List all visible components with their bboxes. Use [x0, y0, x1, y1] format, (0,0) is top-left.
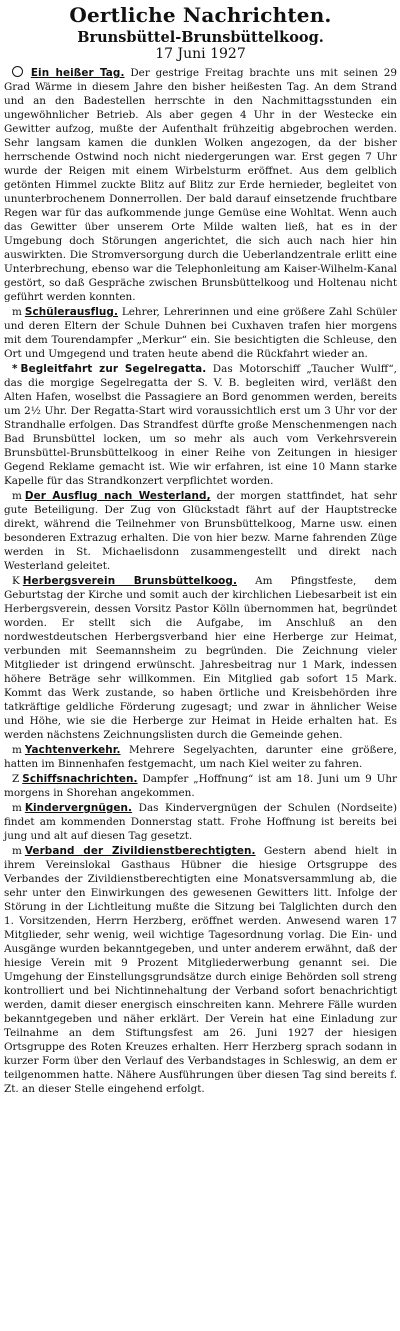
- article-text: Das Motorschiff „Taucher Wulff“, das die morgige Segelregatta der S. V. B. begleiten wird, verläßt den Alten Hafen, woselbst die Passagiere an Bord genommen werden, bereits um 2½ Uhr. Der Regatta-Start wird voraussichtlich erst um 3 Uhr vor der Strandhalle erfolgen. Das Strandfest dürfte große Menschenmengen nach Bad Brunsbüttel locken, um so mehr als auch vom Verkehrsverein Brunsbüttel-Brunsbüttelkoog in einer Reihe von Zeitungen in hiesiger Gegend Reklame gemacht ist. Wie wir erfahren, ist eine 10 Mann starke Kapelle für das Strandkonzert verpflichtet worden.: [4, 363, 397, 487]
- article-children-festival: [4, 801, 397, 843]
- article-marker: Z: [12, 773, 20, 785]
- article-heading: Schiffsnachrichten.: [22, 773, 138, 785]
- article-hostel-association: [4, 574, 397, 742]
- article-text: Der gestrige Freitag brachte uns mit seinen 29 Grad Wärme in diesem Jahre den bisher heißesten Tag. An dem Strand und an den Badestellen herrschte in den Nachmittagsstunden ein ungewöhnlicher Betrieb. Als aber gegen 4 Uhr in der Westecke ein Gewitter aufzog, mußte der Aufenthalt frühzeitig abgebrochen werden. Sehr langsam kamen die dunklen Wolken angezogen, da der bisher herrschende Ostwind noch nicht niedergerungen war. Erst gegen 7 Uhr wurde der Reigen mit einem Wirbelsturm eröffnet. Aus dem gelblich getönten Himmel zuckte Blitz auf Blitz zur Erde hernieder, begleitet von ununterbrochenem Donnerrollen. Der bald darauf einsetzende fruchtbare Regen war für das aufkommende junge Gemüse eine Wohltat. Wenn auch das Gewitter über unserem Orte Milde walten ließ, hat es in der Umgebung doch Störungen angerichtet, die sich auch nach hier hin auswirkten. Die Stromversorgung durch die Ueberlandzentrale erlitt eine Unterbrechung, ebenso war die Telephonleitung am Kaiser-Wilhelm-Kanal gestört, so daß Gespräche zwischen Brunsbüttelkoog und Holtenau nicht geführt werden konnten.: [4, 67, 397, 303]
- article-marker: m: [12, 306, 22, 318]
- article-marker: m: [12, 802, 22, 814]
- article-heat-day: [4, 66, 397, 304]
- article-text: der morgen stattfindet, hat sehr gute Beteiligung. Der Zug von Glückstadt fährt auf der Hauptstrecke direkt, während die Teilnehmer von Brunsbüttelkoog, Marne usw. einen besonderen Extrazug erhalten. Die von hier bezw. Marne fahrenden Züge werden in St. Michaelisdonn zusammengestellt und direkt nach Westerland geleitet.: [4, 490, 397, 572]
- article-heading: Schülerausflug.: [24, 306, 118, 318]
- article-text: Lehrer, Lehrerinnen und eine größere Zahl Schüler und deren Eltern der Schule Duhnen bei Cuxhaven trafen hier morgens mit dem Tourendampfer „Merkur“ ein. Sie besichtigten die Schleuse, den Ort und Umgegend und traten heute abend die Rückfahrt wieder an.: [4, 306, 397, 360]
- article-marker: K: [12, 575, 20, 587]
- location-subtitle: Brunsbüttel-Brunsbüttelkoog.: [77, 29, 324, 46]
- article-text: Gestern abend hielt in ihrem Vereinslokal Gasthaus Hübner die hiesige Ortsgruppe des Verbandes der Zivildienstberechtigten eine Monatsversammlung ab, die sehr unter den Einwirkungen des gewesenen Gewitters litt. Infolge der Störung in der Lichtleitung mußte die Sitzung bei Talglichten durch den 1. Vorsitzenden, Herrn Herzberg, eröffnet werden. Anwesend waren 17 Mitglieder, sehr wenig, weil wichtige Tagesordnung vorlag. Die Ein- und Ausgänge wurden bekanntgegeben, und unter anderem erwähnt, daß der hiesige Verein mit 9 Prozent Mitgliederwerbung genannt sei. Die Umgehung der Einstellungsgrundsätze durch einige Behörden soll streng kontrolliert und bei Nichtinnehaltung der Verband sofort benachrichtigt werden, damit dieser energisch einschreiten kann. Mehrere Fälle wurden bekanntgegeben und näher erklärt. Der Verein hat eine Einladung zur Teilnahme an dem Stiftungsfest am 26. Juni 1927 der hiesigen Ortsgruppe des Roten Kreuzes erhalten. Herr Herzberg sprach sodann in kurzer Form über den Verlauf des Verbandstages in Schleswig, an dem er teilgenommen hatte. Nähere Ausführungen über diesen Tag sind bereits f. Zt. an dieser Stelle eingehend erfolgt.: [4, 845, 398, 1095]
- article-heading: Ein heißer Tag.: [30, 67, 125, 79]
- article-heading: Yachtenverkehr.: [24, 744, 121, 756]
- article-heading: Verband der Zivildienstberechtigten.: [24, 845, 256, 857]
- article-school-trip: [4, 305, 397, 361]
- article-heading: Herbergsverein Brunsbüttelkoog.: [22, 575, 238, 587]
- article-text: Das Kindervergnügen der Schulen (Nordseite) findet am kommenden Donnerstag statt. Frohe Hoffnung ist bereits bei jung und alt auf diesen Tag gesetzt.: [4, 802, 397, 842]
- article-civil-service-association: [4, 844, 397, 1096]
- article-marker: m: [12, 744, 22, 756]
- article-ship-news: [4, 772, 397, 800]
- article-yacht-traffic: [4, 743, 397, 771]
- article-column: [4, 66, 397, 1096]
- article-heading: Begleitfahrt zur Segelregatta.: [20, 363, 207, 375]
- article-text: Mehrere Segelyachten, darunter eine größere, hatten im Binnenhafen festgemacht, um nach Kiel weiter zu fahren.: [4, 744, 397, 770]
- article-marker: m: [12, 845, 22, 857]
- article-westerland-trip: [4, 489, 397, 573]
- section-title: Oertliche Nachrichten.: [69, 3, 332, 27]
- article-marker: m: [12, 490, 22, 502]
- section-header: [4, 4, 397, 62]
- article-heading: Kindervergnügen.: [24, 802, 133, 814]
- circle-marker-icon: [12, 66, 23, 77]
- article-text: Am Pfingstfeste, dem Geburtstag der Kirche und somit auch der kirchlichen Liebesarbeit ist ein Herbergsverein, dessen Vorsitz Pastor Kölln übernommen hat, begründet worden. Er stellt sich die Aufgabe, im Anschluß an den nordwestdeutschen Herbergsverband hier eine Herberge zur Heimat, verbunden mit Seemannsheim zu begründen. Die Zeichnung vieler Mitglieder ist dringend erwünscht. Jahresbeitrag nur 1 Mark, indessen höhere Beträge sehr willkommen. Ein Mitglied gab sofort 15 Mark. Kommt das Werk zustande, so haben örtliche und Kreisbehörden ihre tatkräftige geldliche Förderung zugesagt; und zwar in ähnlicher Weise und Höhe, wie sie die Herberge zur Heimat in Heide erhalten hat. Es werden nächstens Zeichnungslisten durch die Gemeinde gehen.: [4, 575, 398, 741]
- article-marker: *: [12, 363, 18, 375]
- article-regatta: [4, 362, 397, 488]
- article-text: Dampfer „Hoffnung“ ist am 18. Juni um 9 Uhr morgens in Shorehan angekommen.: [4, 773, 397, 799]
- article-heading: Der Ausflug nach Westerland,: [24, 490, 211, 502]
- issue-date: 17 Juni 1927: [155, 46, 246, 62]
